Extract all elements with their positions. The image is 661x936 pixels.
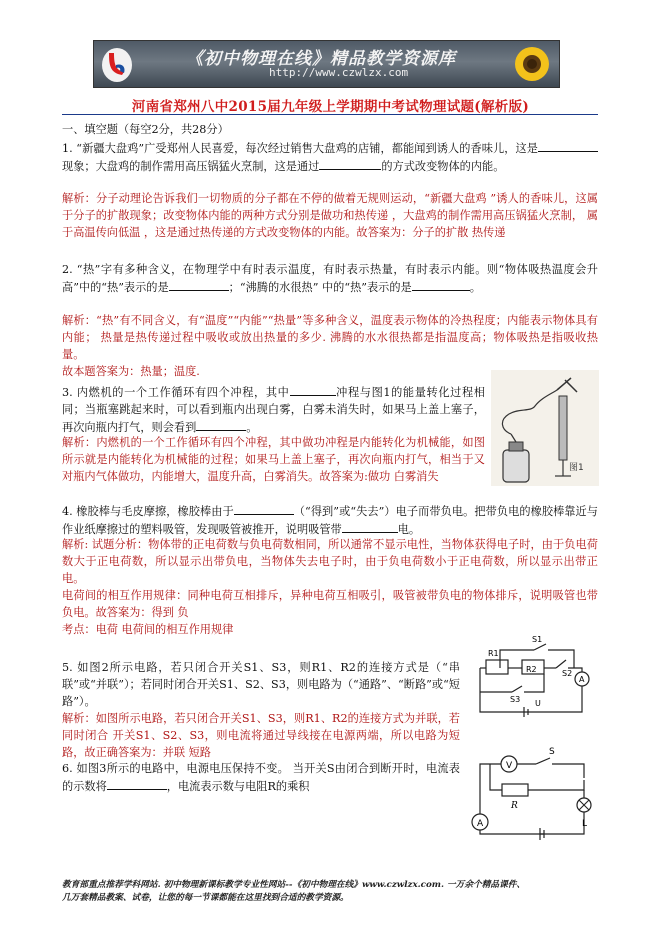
q3-blank-2 bbox=[196, 419, 246, 431]
section-heading: 一、填空题（每空2分，共28分） bbox=[62, 123, 229, 136]
question-4-analysis-2: 电荷间的相互作用规律：同种电荷互相排斥，异种电荷互相吸引，吸管被带负电的物体排斥，说明吸管也带负电。故答案为：得到 负 bbox=[62, 589, 598, 619]
q4-blank-2 bbox=[342, 521, 398, 533]
question-3-analysis: 解析：内燃机的一个工作循环有四个冲程，其中做功冲程是内能转化为机械能，如图所示就是内能转化为机械能的过程；如果马上盖上塞子，再次向瓶内打气，相当于又对瓶内气体做功，内能增大，温度升高，白雾消失。故答案为:做功 白雾消失 bbox=[62, 436, 485, 483]
fig2-s3-label: S3 bbox=[510, 695, 521, 704]
q6-blank-1 bbox=[107, 778, 167, 790]
q1-blank-1 bbox=[538, 140, 598, 152]
question-4-knowledge: 考点：电荷 电荷间的相互作用规律 bbox=[62, 623, 234, 636]
sunflower-icon bbox=[509, 43, 555, 85]
fig3-resistor-label: R bbox=[511, 801, 518, 811]
document-title: 河南省郑州八中2015届九年级上学期期中考试物理试题(解析版) bbox=[131, 99, 530, 115]
fig3-lamp-label: L bbox=[582, 819, 588, 829]
question-5-analysis: 解析：如图所示电路，若只闭合开关S1、S3，则R1、R2的连接方式为并联，若同时闭合 开关S1、S2、S3，则电流将通过导线接在电源两端，所以电路为短路，故正确答案为：并联 短路 bbox=[62, 712, 460, 759]
fig2-r1-label: R1 bbox=[488, 649, 499, 658]
q1-blank-2 bbox=[319, 158, 381, 170]
q2-blank-1 bbox=[169, 279, 229, 291]
fig2-ammeter: A bbox=[579, 675, 585, 684]
question-2: 2. “热”字有多种含义，在物理学中有时表示温度，有时表示热量，有时表示内能。则“物体吸热温度会升高”中的“热”表示的是 ；“沸腾的水很热” 中的“热”表示的是 。 bbox=[62, 263, 598, 294]
question-3: 3. 内燃机的一个工作循环有四个冲程，其中 冲程与图1的能量转化过程相同；当瓶塞跳起来时，可以看到瓶内出现白雾，白雾未消失时，如果马上盖上塞子，再次向瓶内打气，则会看到 。 bbox=[62, 386, 485, 434]
question-6: 6. 如图3所示的电路中，电源电压保持不变。 当开关S由闭合到断开时，电流表的示数将 ，电流表示数与电阻R的乘积 bbox=[62, 762, 460, 793]
banner-url[interactable]: http://www.czwlzx.com bbox=[269, 66, 409, 79]
question-1-analysis: 解析：分子动理论告诉我们一切物质的分子都在不停的做着无规则运动，“新疆大盘鸡 ”诱人的香味儿，这属于分子的扩散现象；改变物体内能的两种方式分别是做功和热传递 ，大盘鸡的制作需用高压锅猛火烹制， 属于高温传向低温 ，这是通过热传递的方式改变物体的内能。故答案为：分子的扩散 热传递 bbox=[62, 192, 598, 239]
fig3-ammeter: A bbox=[477, 819, 484, 829]
footer-line-2: 几万套精品教案、试卷，让您的每一节课都能在这里找到合适的教学资源。 bbox=[62, 892, 349, 903]
question-5: 5. 如图2所示电路，若只闭合开关S1、S3，则R1、R2的连接方式是（“串联”或“并联”）；若同时闭合开关S1、S2、S3，则电路为（“通路”、“断路”或“短路”）。 bbox=[62, 661, 460, 708]
header-banner bbox=[93, 40, 560, 88]
figure-2-circuit bbox=[470, 632, 600, 720]
page-footer bbox=[62, 879, 622, 904]
fig3-voltmeter: V bbox=[506, 761, 513, 771]
question-4-analysis: 解析: 试题分析：物体带的正电荷数与负电荷数相同，所以通常不显示电性，当物体获得电子时，由于负电荷数大于正电荷数，所以显示出带负电，当物体失去电子时，由于负电荷数小于正电荷数，所以显示出带正电。 bbox=[62, 538, 598, 585]
fig2-s1-label: S1 bbox=[532, 635, 543, 644]
site-logo-icon bbox=[100, 45, 134, 83]
figure-1-pump-bottle bbox=[491, 370, 599, 486]
figure-3-circuit bbox=[466, 740, 600, 844]
banner-title: 《初中物理在线》精品教学资源库 bbox=[186, 49, 456, 69]
fig2-s2-label: S2 bbox=[562, 669, 573, 678]
footer-line-1: 教育部重点推荐学科网站. 初中物理新课标教学专业性网站--《初中物理在线》www.czwlzx.com. 一万余个精品课件、 bbox=[62, 880, 526, 890]
question-2-analysis: 解析：“热”有不同含义，有“温度”“内能”“热量”等多种含义，温度表示物体的冷热程度；内能表示物体具有内能； 热量是热传递过程中吸收或放出热量的多少. 沸腾的水水很热都是指温度高；物体吸热是指吸收热量。 bbox=[62, 314, 598, 361]
figure-1-label: 图1 bbox=[569, 463, 584, 473]
fig2-r2-label: R2 bbox=[526, 665, 537, 674]
fig3-switch-label: S bbox=[549, 747, 555, 757]
q4-blank-1 bbox=[234, 503, 294, 515]
question-2-answer: 故本题答案为：热量；温度. bbox=[62, 365, 200, 378]
fig2-source-label: U bbox=[535, 699, 541, 708]
q2-blank-2 bbox=[412, 279, 470, 291]
title-divider bbox=[62, 114, 598, 115]
question-1: 1. “新疆大盘鸡”广受郑州人民喜爱，每次经过销售大盘鸡的店铺，都能闻到诱人的香味儿，这是现象；大盘鸡的制作需用高压锅猛火烹制，这是通过 的方式改变物体的内能。 bbox=[62, 140, 598, 176]
question-4: 4. 橡胶棒与毛皮摩擦，橡胶棒由于 （“得到”或“失去”）电子而带负电。把带负电的橡胶棒靠近与作业纸摩擦过的塑料吸管，发现吸管被推开，说明吸管带 电。 bbox=[62, 505, 598, 536]
q3-blank-1 bbox=[290, 384, 336, 396]
